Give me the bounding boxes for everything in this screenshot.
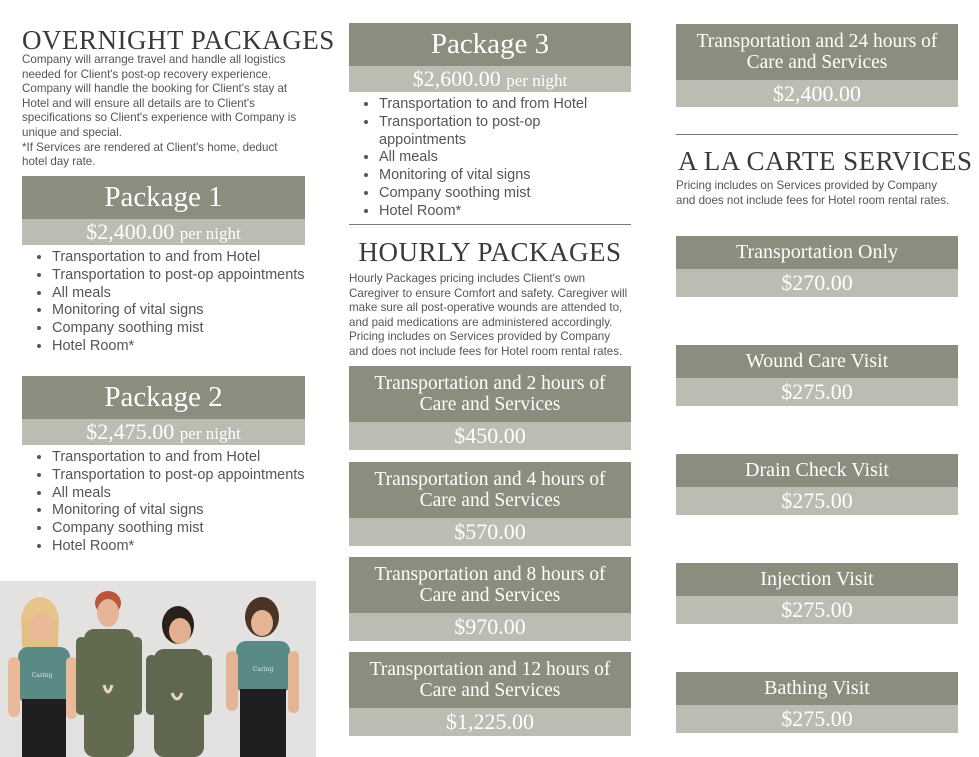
hourly-price: $450.00 <box>349 422 631 450</box>
package-price: $2,400.00 <box>86 219 175 244</box>
service-card <box>676 345 958 406</box>
package-name: Package 1 <box>22 176 305 219</box>
package-name: Package 3 <box>349 23 631 66</box>
hourly-card <box>349 462 631 546</box>
overnight-intro <box>22 53 305 170</box>
hourly-title: HOURLY PACKAGES <box>358 237 622 267</box>
package-feature: • All meals <box>52 285 305 303</box>
hourly-name: Transportation and 4 hours of Care and Services <box>349 462 631 518</box>
package-feature-list <box>349 96 631 221</box>
package-price-unit: per night <box>179 424 241 443</box>
shirt-print: Caring <box>252 666 274 673</box>
package-feature-list <box>22 449 305 556</box>
service-name: Injection Visit <box>676 563 958 596</box>
hourly-price: $570.00 <box>349 518 631 546</box>
shirt-print: Caring <box>31 672 53 679</box>
package-feature: • Company soothing mist <box>52 520 305 538</box>
package-feature: • Hotel Room* <box>52 538 305 556</box>
service-card <box>676 454 958 515</box>
package-card <box>22 176 305 356</box>
package-feature: • Monitoring of vital signs <box>379 167 631 185</box>
hourly-name: Transportation and 24 hours of Care and Services <box>676 24 958 80</box>
overnight-intro-text: Company will arrange travel and handle all logistics needed for Client's post-op recovery experience. Company will handle the booking for Client's stay at Hotel and will ensure all details are to Client's specifications so Client's experience with Company is unique and special. <box>22 53 297 139</box>
service-price: $270.00 <box>676 269 958 297</box>
service-name: Transportation Only <box>676 236 958 269</box>
team-photo-illustration <box>0 581 316 757</box>
package-price-unit: per night <box>179 224 241 243</box>
package-feature: • Hotel Room* <box>52 338 305 356</box>
package-feature: • Hotel Room* <box>379 203 631 221</box>
hourly-name: Transportation and 2 hours of Care and Services <box>349 366 631 422</box>
service-card <box>676 672 958 733</box>
package-price-band <box>349 66 631 92</box>
package-price: $2,600.00 <box>412 66 501 91</box>
hourly-price: $1,225.00 <box>349 708 631 736</box>
service-price: $275.00 <box>676 596 958 624</box>
section-divider <box>349 224 631 225</box>
service-price: $275.00 <box>676 378 958 406</box>
hourly-price: $970.00 <box>349 613 631 641</box>
package-price-band <box>22 219 305 245</box>
package-feature: • Monitoring of vital signs <box>52 502 305 520</box>
alacarte-title: A LA CARTE SERVICES <box>678 146 973 176</box>
package-feature: • Transportation to post-op appointments <box>52 267 305 285</box>
package-feature: • Transportation to post-op appointments <box>52 467 305 485</box>
service-card <box>676 236 958 297</box>
team-photo <box>0 581 316 757</box>
service-price: $275.00 <box>676 487 958 515</box>
package-name: Package 2 <box>22 376 305 419</box>
hourly-card <box>349 652 631 736</box>
package-feature: • All meals <box>52 485 305 503</box>
package-feature: • All meals <box>379 149 631 167</box>
hourly-name: Transportation and 12 hours of Care and Services <box>349 652 631 708</box>
service-card <box>676 563 958 624</box>
package-feature: • Transportation to post-op appointments <box>379 114 631 150</box>
service-name: Drain Check Visit <box>676 454 958 487</box>
package-card <box>22 376 305 556</box>
hourly-card <box>676 24 958 107</box>
package-feature: • Company soothing mist <box>379 185 631 203</box>
package-feature: • Transportation to and from Hotel <box>52 249 305 267</box>
service-price: $275.00 <box>676 705 958 733</box>
hourly-name: Transportation and 8 hours of Care and Services <box>349 557 631 613</box>
package-feature-list <box>22 249 305 356</box>
overnight-note: *If Services are rendered at Client's home, deduct hotel day rate. <box>22 140 278 169</box>
package-price-unit: per night <box>506 71 568 90</box>
package-feature: • Transportation to and from Hotel <box>52 449 305 467</box>
hourly-card <box>349 557 631 641</box>
section-divider <box>676 134 958 135</box>
package-price-band <box>22 419 305 445</box>
hourly-card <box>349 366 631 450</box>
package-price: $2,475.00 <box>86 419 175 444</box>
package-card <box>349 23 631 221</box>
alacarte-intro: Pricing includes on Services provided by Company and does not include fees for Hotel room rental rates. <box>676 179 950 207</box>
package-feature: • Monitoring of vital signs <box>52 302 305 320</box>
package-feature: • Company soothing mist <box>52 320 305 338</box>
service-name: Bathing Visit <box>676 672 958 705</box>
hourly-price: $2,400.00 <box>676 80 958 107</box>
overnight-title: OVERNIGHT PACKAGES <box>22 25 335 55</box>
package-feature: • Transportation to and from Hotel <box>379 96 631 114</box>
hourly-intro: Hourly Packages pricing includes Client's own Caregiver to ensure Comfort and safety. Caregiver will make sure all post-operative wounds are attended to, and paid medications are administered accordingly. Pricing includes on Services provided by Company and does not include fees for Hotel room rental rates. <box>349 272 628 358</box>
service-name: Wound Care Visit <box>676 345 958 378</box>
